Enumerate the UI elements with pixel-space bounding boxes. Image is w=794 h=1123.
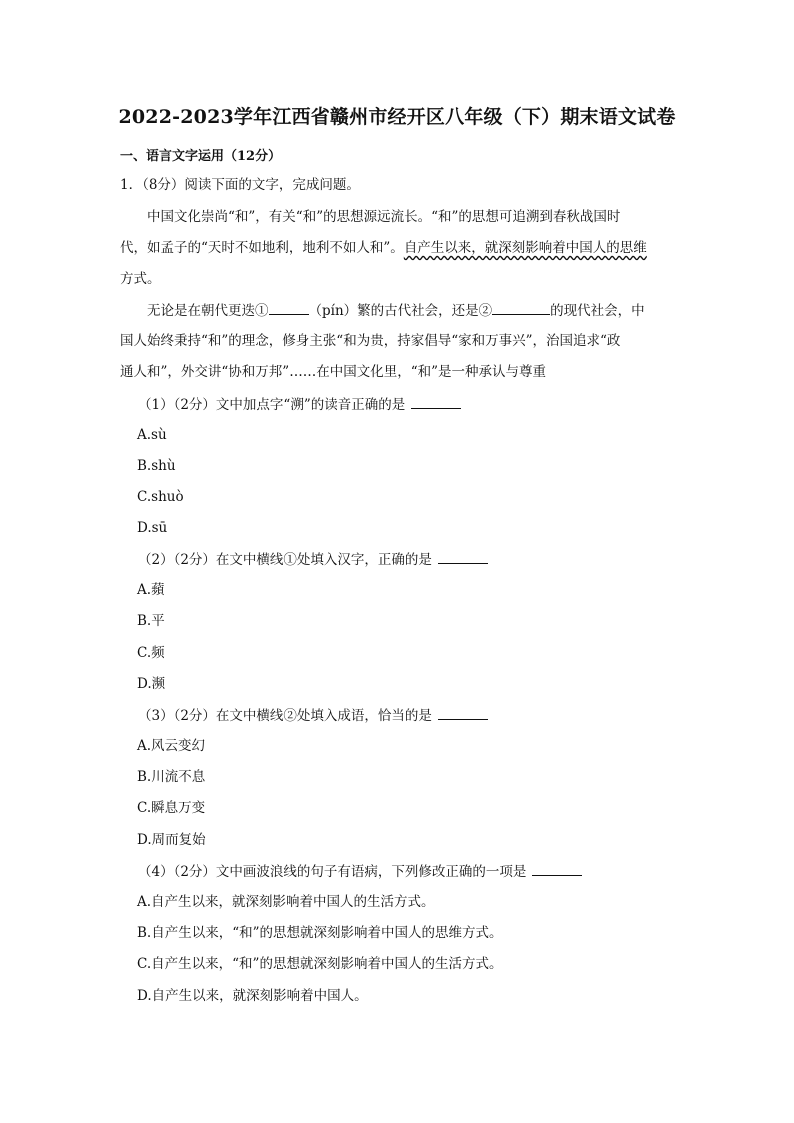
wavy-underlined-sentence: 自产生以来，就深刻影响着中国人的思维 — [403, 240, 647, 256]
subquestion-3-stem: （3）（2分）在文中横线②处填入成语，恰当的是 — [138, 708, 432, 724]
option-1a: A.sù — [137, 427, 167, 443]
option-2b: B.平 — [137, 613, 165, 629]
option-4a: A.自产生以来，就深刻影响着中国人的生活方式。 — [137, 894, 435, 910]
passage-p1-line3: 方式。 — [120, 271, 161, 287]
passage-text: 的现代社会，中 — [550, 303, 645, 319]
subquestion-2 — [138, 549, 488, 570]
subquestion-2-stem: （2）（2分）在文中横线①处填入汉字，正确的是 — [138, 552, 432, 568]
subquestion-3 — [138, 705, 488, 726]
option-1b: B.shù — [137, 458, 176, 474]
option-1d: D.sū — [137, 520, 168, 536]
subquestion-1-stem: （1）（2分）文中加点字“溯”的读音正确的是 — [138, 397, 406, 413]
blank-1 — [269, 300, 309, 315]
passage-p1-line2-text: 代，如孟子的“天时不如地利，地利不如人和”。 — [120, 240, 404, 256]
option-2a: A.蘋 — [137, 582, 165, 598]
option-3b: B.川流不息 — [137, 769, 206, 785]
answer-blank — [438, 549, 488, 564]
subquestion-4 — [138, 861, 582, 882]
answer-blank — [438, 705, 488, 720]
passage-p1-line1: 中国文化崇尚“和”，有关“和”的思想源远流长。“和”的思想可追溯到春秋战国时 — [147, 209, 621, 225]
subquestion-1 — [138, 394, 461, 415]
passage-text: （pín）繁的古代社会，还是② — [308, 303, 493, 319]
option-2c: C.频 — [137, 645, 165, 661]
question-1-stem: 1．（8分）阅读下面的文字，完成问题。 — [120, 177, 360, 193]
answer-blank — [411, 394, 461, 409]
answer-blank — [532, 861, 582, 876]
option-3c: C.瞬息万变 — [137, 800, 206, 816]
option-1c: C.shuò — [137, 489, 184, 505]
blank-2 — [492, 300, 550, 315]
option-4c: C.自产生以来，“和”的思想就深刻影响着中国人的生活方式。 — [137, 956, 503, 972]
option-4d: D.自产生以来，就深刻影响着中国人。 — [137, 988, 368, 1004]
passage-text: 无论是在朝代更迭① — [147, 303, 269, 319]
passage-p1-line2 — [120, 238, 647, 258]
option-4b: B.自产生以来，“和”的思想就深刻影响着中国人的思维方式。 — [137, 925, 503, 941]
option-3d: D.周而复始 — [137, 832, 206, 848]
passage-p2-line1 — [147, 300, 645, 321]
subquestion-4-stem: （4）（2分）文中画波浪线的句子有语病，下列修改正确的一项是 — [138, 864, 527, 880]
passage-p2-line3: 通人和”，外交讲“协和万邦”……在中国文化里，“和”是一种承认与尊重 — [120, 364, 547, 380]
option-2d: D.濒 — [137, 676, 166, 692]
option-3a: A.风云变幻 — [137, 738, 206, 754]
section-heading: 一、语言文字运用（12分） — [120, 149, 282, 164]
passage-p2-line2: 国人始终秉持“和”的理念，修身主张“和为贵，持家倡导“家和万事兴”，治国追求“政 — [120, 333, 621, 349]
exam-title: 2022-2023学年江西省赣州市经开区八年级（下）期末语文试卷 — [118, 106, 676, 128]
